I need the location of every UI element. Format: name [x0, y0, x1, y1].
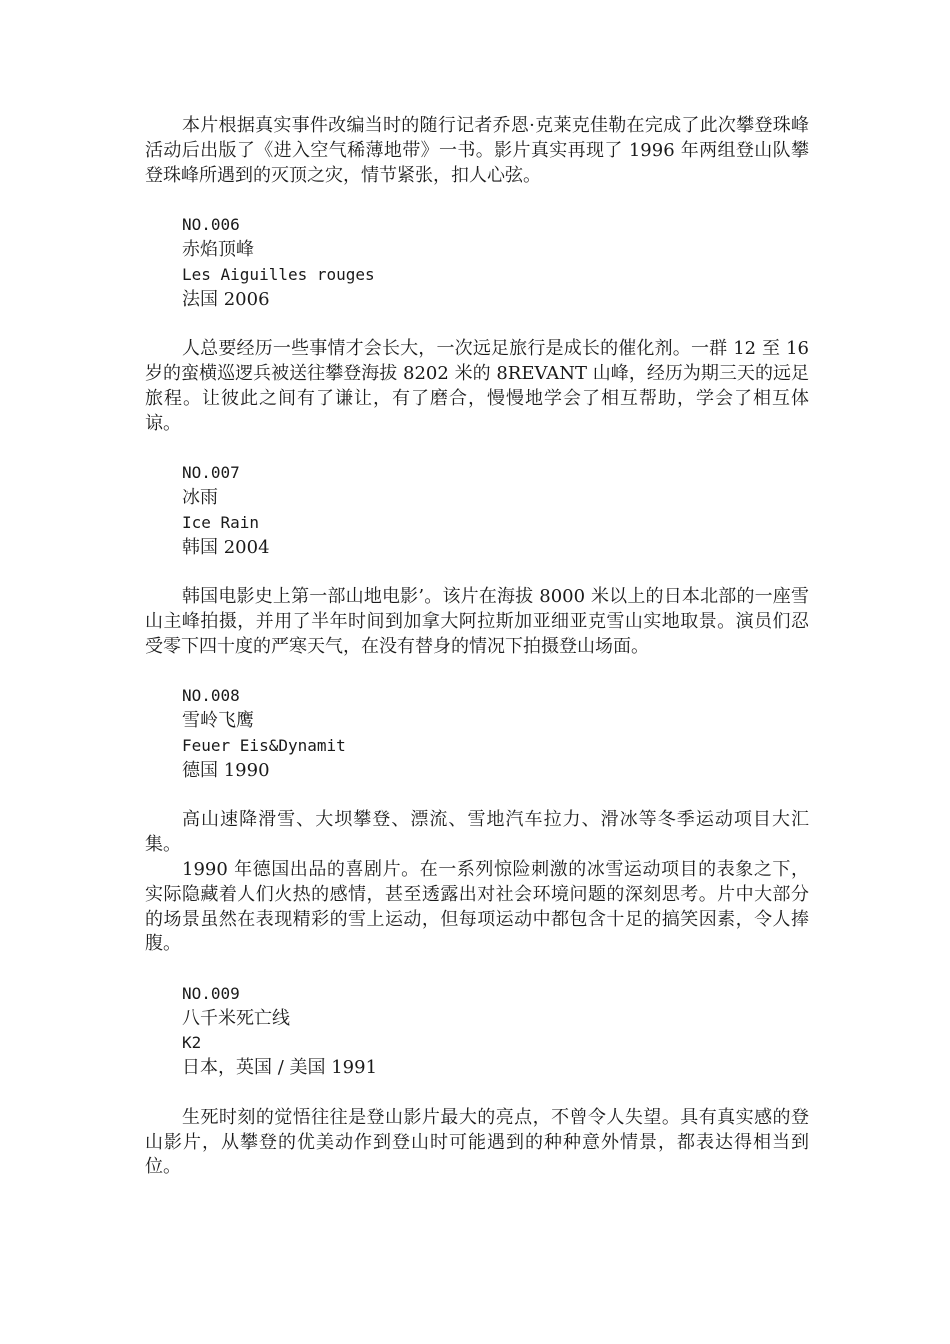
film-country-year: 日本，英国 / 美国 1991 — [182, 1057, 378, 1079]
film-entry-007 — [145, 461, 809, 560]
film-country-year: 韩国 2004 — [182, 536, 270, 558]
film-number: NO.006 — [182, 215, 240, 235]
film-description: 韩国电影史上第一部山地电影’。该片在海拔 8000 米以上的日本北部的一座雪山主峰拍摄，并用了半年时间到加拿大阿拉斯加亚细亚克雪山实地取景。演员们忍受零下四十度的严寒天气，在没有替身的情况下拍摄登山场面。 — [145, 586, 809, 657]
film-title-original: Ice Rain — [182, 512, 260, 532]
film-title-chinese: 八千米死亡线 — [182, 1007, 290, 1029]
film-title-original: Feuer Eis&Dynamit — [182, 735, 346, 755]
film-description: 1990 年德国出品的喜剧片。在一系列惊险刺激的冰雪运动项目的表象之下，实际隐藏着人们火热的感情，甚至透露出对社会环境问题的深刻思考。片中大部分的场景虽然在表现精彩的雪上运动，但每项运动中都包含十足的搞笑因素，令人捧腹。 — [145, 858, 809, 955]
film-description: 生死时刻的觉悟往往是登山影片最大的亮点，不曾令人失望。具有真实感的登山影片，从攀登的优美动作到登山时可能遇到的种种意外情景，都表达得相当到位。 — [145, 1106, 809, 1178]
film-title-chinese: 赤焰顶峰 — [182, 238, 254, 260]
film-number: NO.009 — [182, 983, 240, 1003]
film-title-original: Les Aiguilles rouges — [182, 264, 375, 284]
film-title-original: K2 — [182, 1033, 202, 1053]
film-country-year: 法国 2006 — [182, 288, 270, 310]
film-description: 人总要经历一些事情才会长大，一次远足旅行是成长的催化剂。一群 12 至 16 岁的蛮横巡逻兵被送往攀登海拔 8202 米的 8REVANT 山峰，经历为期三天的远足旅程。让彼此之间有了谦让，有了磨合，慢慢地学会了相互帮助，学会了相互体谅。 — [145, 338, 809, 434]
film-title-chinese: 雪岭飞鹰 — [182, 710, 254, 732]
document-page — [145, 114, 809, 1180]
film-number: NO.008 — [182, 686, 240, 706]
film-entry-006 — [145, 213, 809, 312]
intro-paragraph: 本片根据真实事件改编当时的随行记者乔恩·克莱克佳勒在完成了此次攀登珠峰活动后出版了《进入空气稀薄地带》一书。影片真实再现了 1996 年两组登山队攀登珠峰所遇到的灭顶之灾，情节紧张，扣人心弦。 — [145, 115, 809, 186]
film-country-year: 德国 1990 — [182, 759, 270, 781]
film-description: 高山速降滑雪、大坝攀登、漂流、雪地汽车拉力、滑冰等冬季运动项目大汇集。 — [145, 809, 809, 856]
film-number: NO.007 — [182, 463, 240, 483]
film-entry-008 — [145, 684, 809, 783]
film-entry-009 — [145, 982, 809, 1081]
film-title-chinese: 冰雨 — [182, 486, 218, 508]
